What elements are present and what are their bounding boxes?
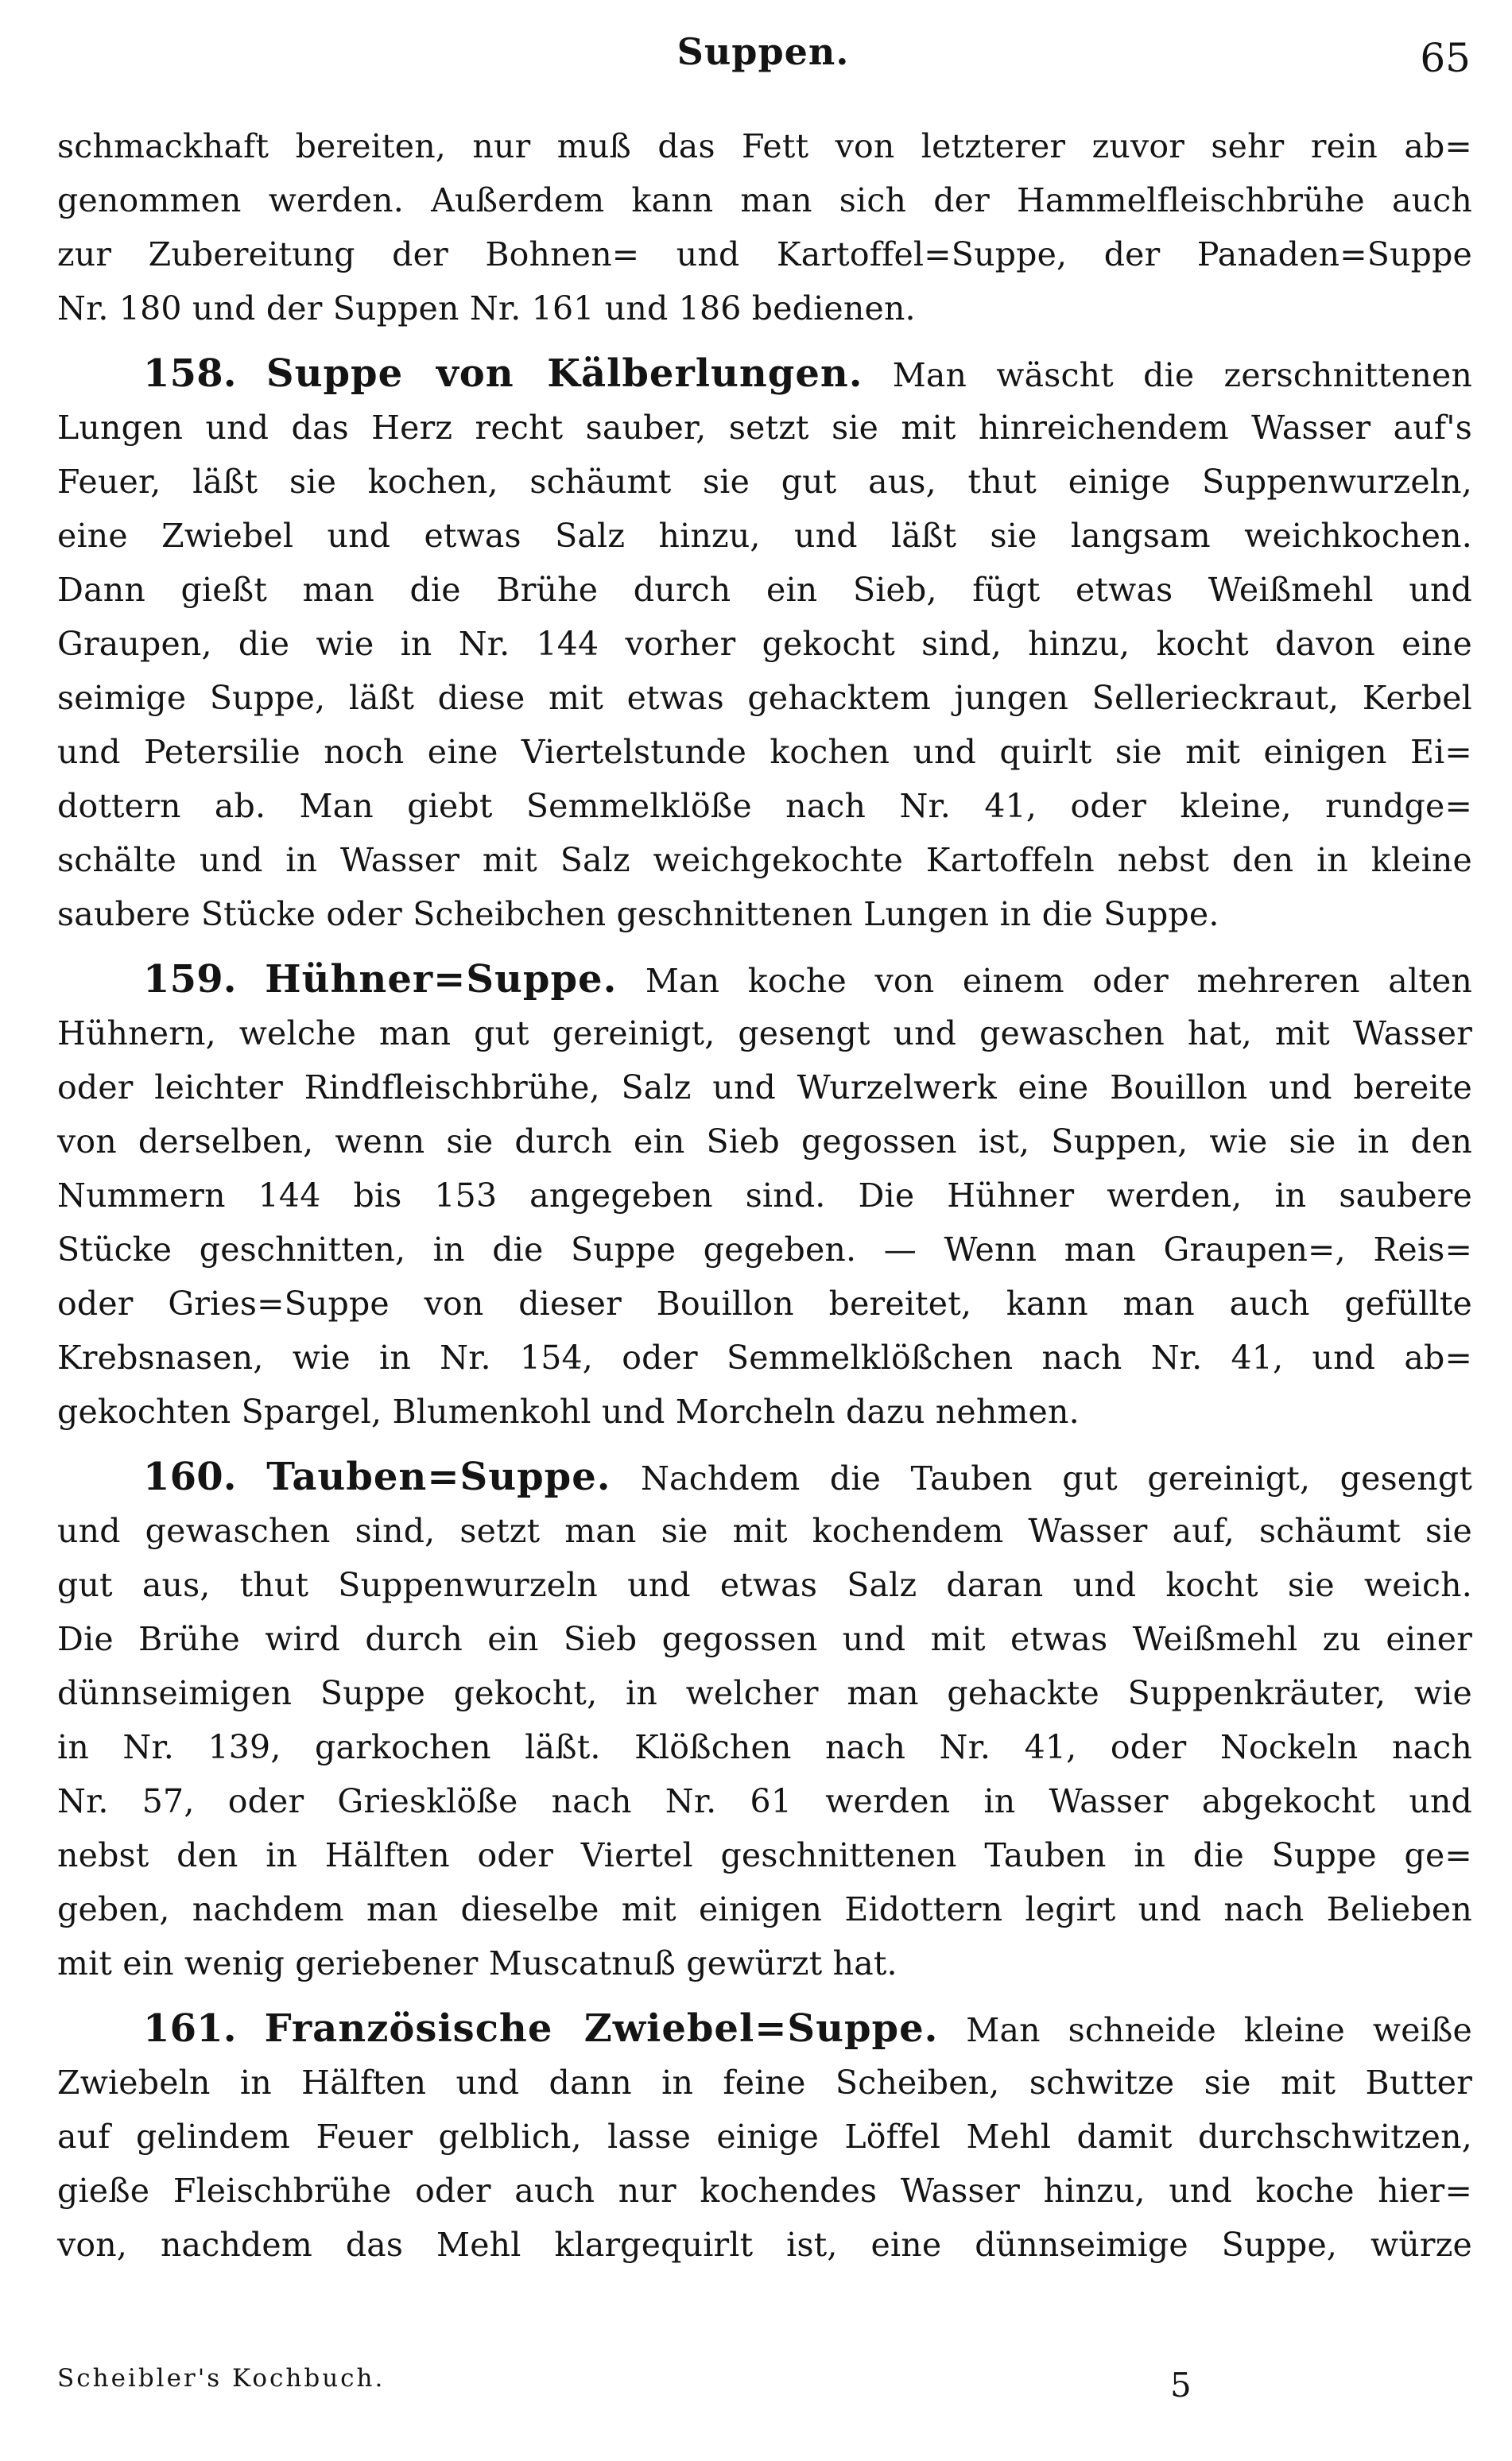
text-line: gieße Fleischbrühe oder auch nur kochendes Wasser hinzu, und koche hier= [57,2172,1472,2210]
text-line: Stücke geschnitten, in die Suppe gegeben. — Wenn man Graupen=, Reis= [57,1230,1472,1269]
text-line: gekochten Spargel, Blumenkohl und Morcheln dazu nehmen. [57,1393,1080,1431]
text-line: Zwiebeln in Hälften und dann in feine Scheiben, schwitze sie mit Butter [57,2064,1472,2102]
page-number: 65 [1420,35,1471,81]
recipe-158 [57,347,1472,941]
text-line: genommen werden. Außerdem kann man sich der Hammelfleischbrühe auch [57,181,1472,219]
text-line: schälte und in Wasser mit Salz weichgekochte Kartoffeln nebst den in kleine [57,841,1472,879]
text-line: in Nr. 139, garkochen läßt. Klößchen nach Nr. 41, oder Nockeln nach [57,1728,1472,1766]
text-line: Krebsnasen, wie in Nr. 154, oder Semmelklößchen nach Nr. 41, und ab= [57,1339,1472,1377]
recipe-text: Man schneide kleine weiße [966,2011,1473,2049]
page-footer [57,2356,1472,2436]
text-line: Hühnern, welche man gut gereinigt, gesengt und gewaschen hat, mit Wasser [57,1014,1472,1052]
text-line: Graupen, die wie in Nr. 144 vorher gekocht sind, hinzu, kocht davon eine [57,625,1472,663]
text-line: nebst den in Hälften oder Viertel geschnittenen Tauben in die Suppe ge= [57,1836,1472,1874]
text-line: zur Zubereitung der Bohnen= und Kartoffel=Suppe, der Panaden=Suppe [57,235,1472,273]
text-line: geben, nachdem man dieselbe mit einigen Eidottern legirt und nach Belieben [57,1890,1472,1928]
recipe-heading-line [57,2002,1472,2056]
text-line: eine Zwiebel und etwas Salz hinzu, und läßt sie langsam weichkochen. [57,517,1472,555]
text-line: dottern ab. Man giebt Semmelklöße nach Nr. 41, oder kleine, rundge= [57,787,1472,825]
recipe-title: Französische Zwiebel=Suppe. [264,2006,939,2051]
recipe-heading-line [57,952,1472,1006]
running-title: Suppen. [677,30,850,73]
recipe-heading-line [57,347,1472,401]
text-line: Die Brühe wird durch ein Sieb gegossen und mit etwas Weißmehl zu einer [57,1620,1472,1658]
text-line: seimige Suppe, läßt diese mit etwas gehacktem jungen Sellerieckraut, Kerbel [57,679,1472,717]
recipe-text: Man wäscht die zerschnittenen [892,356,1473,394]
text-line: oder Gries=Suppe von dieser Bouillon bereitet, kann man auch gefüllte [57,1285,1472,1323]
recipe-title: Suppe von Kälberlungen. [266,351,863,396]
text-line: auf gelindem Feuer gelblich, lasse einige Löffel Mehl damit durchschwitzen, [57,2118,1472,2156]
recipe-161 [57,2002,1472,2272]
recipe-number: 160. [143,1455,237,1499]
running-head [56,30,1471,94]
recipe-160 [57,1450,1472,1990]
signature-mark: Scheibler's Kochbuch. [57,2364,386,2393]
signature-number: 5 [1170,2366,1192,2405]
text-line: saubere Stücke oder Scheibchen geschnittenen Lungen in die Suppe. [57,895,1219,933]
text-line: Nr. 180 und der Suppen Nr. 161 und 186 bedienen. [57,289,916,327]
recipe-text: Nachdem die Tauben gut gereinigt, gesengt [640,1459,1472,1498]
text-line: von derselben, wenn sie durch ein Sieb gegossen ist, Suppen, wie sie in den [57,1122,1472,1161]
text-line: Feuer, läßt sie kochen, schäumt sie gut aus, thut einige Suppenwurzeln, [57,463,1472,501]
text-line: gut aus, thut Suppenwurzeln und etwas Salz daran und kocht sie weich. [57,1566,1472,1604]
text-line: oder leichter Rindfleischbrühe, Salz und Wurzelwerk eine Bouillon und bereite [57,1068,1472,1106]
intro-paragraph [57,119,1472,335]
text-line: von, nachdem das Mehl klargequirlt ist, eine dünnseimige Suppe, würze [57,2226,1472,2264]
recipe-number: 159. [143,957,237,1002]
text-line: und gewaschen sind, setzt man sie mit kochendem Wasser auf, schäumt sie [57,1512,1472,1550]
text-line: Lungen und das Herz recht sauber, setzt sie mit hinreichendem Wasser auf's [57,409,1472,447]
body-text [57,119,1472,2272]
text-line: schmackhaft bereiten, nur muß das Fett von letzterer zuvor sehr rein ab= [57,127,1472,165]
text-line: Nr. 57, oder Griesklöße nach Nr. 61 werden in Wasser abgekocht und [57,1782,1472,1820]
text-line: dünnseimigen Suppe gekocht, in welcher man gehackte Suppenkräuter, wie [57,1674,1472,1712]
recipe-text: Man koche von einem oder mehreren alten [645,962,1473,1000]
text-line: und Petersilie noch eine Viertelstunde kochen und quirlt sie mit einigen Ei= [57,733,1472,771]
recipe-159 [57,952,1472,1439]
recipe-title: Tauben=Suppe. [266,1455,611,1499]
text-line: Nummern 144 bis 153 angegeben sind. Die Hühner werden, in saubere [57,1176,1472,1215]
recipe-number: 161. [143,2006,237,2051]
recipe-title: Hühner=Suppe. [265,957,618,1002]
recipe-heading-line [57,1450,1472,1504]
text-line: mit ein wenig geriebener Muscatnuß gewürzt hat. [57,1944,898,1982]
text-line: Dann gießt man die Brühe durch ein Sieb, fügt etwas Weißmehl und [57,571,1472,609]
recipe-number: 158. [143,351,237,396]
